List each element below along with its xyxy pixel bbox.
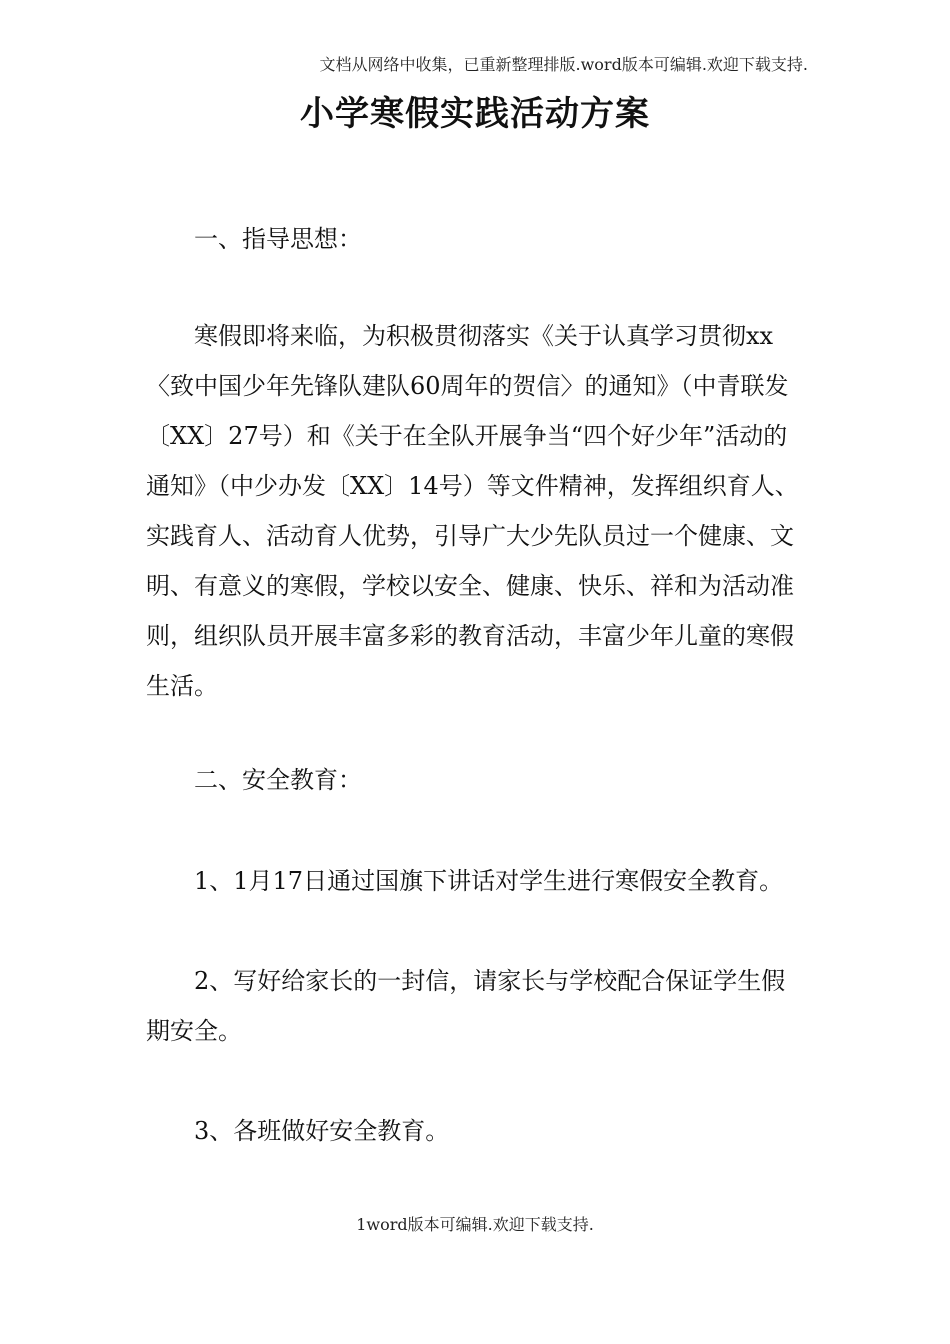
section-heading-guiding-thought: 一、指导思想： bbox=[194, 225, 362, 253]
page-footer bbox=[0, 1212, 950, 1235]
safety-item-1: 1、1月17日通过国旗下讲话对学生进行寒假安全教育。 bbox=[194, 867, 784, 895]
section-heading-safety-education: 二、安全教育： bbox=[194, 766, 362, 794]
page-footer-note: word版本可编辑.欢迎下载支持. bbox=[366, 1215, 594, 1234]
safety-item-2: 2、写好给家长的一封信，请家长与学校配合保证学生假期安全。 bbox=[146, 967, 786, 1045]
safety-item-3: 3、各班做好安全教育。 bbox=[194, 1117, 450, 1145]
page-number: 1 bbox=[356, 1215, 367, 1234]
page-header-note: 文档从网络中收集，已重新整理排版.word版本可编辑.欢迎下载支持. bbox=[319, 55, 808, 74]
guiding-thought-paragraph: 寒假即将来临，为积极贯彻落实《关于认真学习贯彻xx〈致中国少年先锋队建队60周年的贺信〉的通知》（中青联发〔XX〕27号）和《关于在全队开展争当“四个好少年”活动的通知》（中少办发〔XX〕14号）等文件精神，发挥组织育人、实践育人、活动育人优势，引导广大少先队员过一个健康、文明、有意义的寒假，学校以安全、健康、快乐、祥和为活动准则，组织队员开展丰富多彩的教育活动，丰富少年儿童的寒假生活。 bbox=[146, 322, 799, 700]
document-title: 小学寒假实践活动方案 bbox=[300, 94, 650, 134]
